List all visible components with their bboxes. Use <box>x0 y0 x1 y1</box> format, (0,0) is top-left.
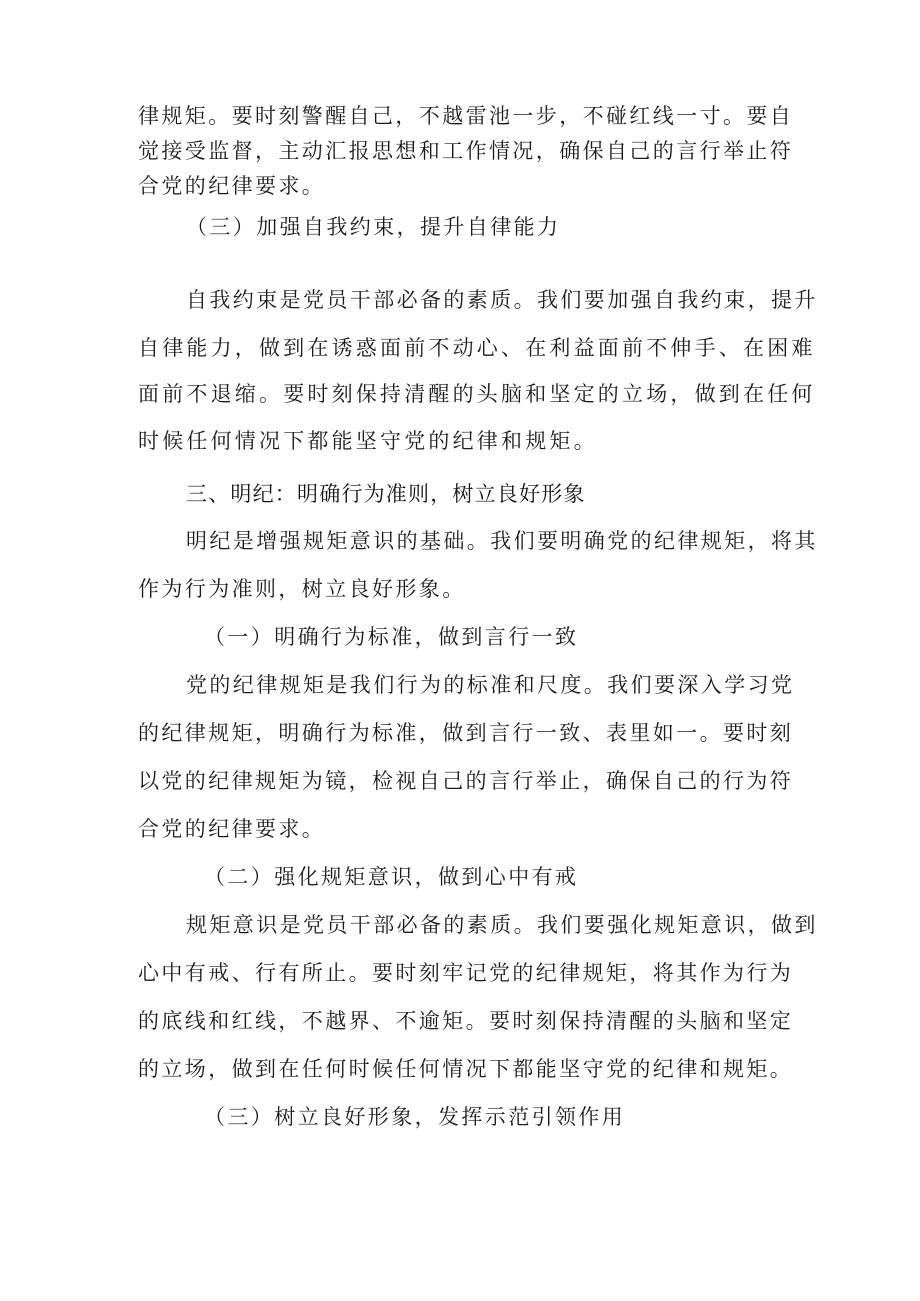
paragraph-line: 时候任何情况下都能坚守党的纪律和规矩。 <box>138 429 598 453</box>
paragraph-line: 律规矩。要时刻警醒自己，不越雷池一步，不碰红线一寸。要自 <box>138 104 794 128</box>
paragraph-line: 合党的纪律要求。 <box>138 174 326 198</box>
paragraph-line: 心中有戒、行有所止。要时刻牢记党的纪律规矩，将其作为行为 <box>138 961 794 985</box>
paragraph-line: 自我约束是党员干部必备的素质。我们要加强自我约束，提升 <box>186 288 818 312</box>
paragraph-line: 明纪是增强规矩意识的基础。我们要明确党的纪律规矩，将其 <box>186 529 818 553</box>
paragraph-line: 以党的纪律规矩为镜，检视自己的言行举止，确保自己的行为符 <box>138 769 794 793</box>
paragraph-line: 面前不退缩。要时刻保持清醒的头脑和坚定的立场，做到在任何 <box>138 382 816 406</box>
paragraph-line: 合党的纪律要求。 <box>138 817 326 841</box>
paragraph-line: 规矩意识是党员干部必备的素质。我们要强化规矩意识，做到 <box>186 913 818 937</box>
paragraph-line: 觉接受监督，主动汇报思想和工作情况，确保自己的言行举止符 <box>138 139 794 163</box>
paragraph-line: 的底线和红线，不越界、不逾矩。要时刻保持清醒的头脑和坚定 <box>138 1009 794 1033</box>
paragraph-line: 作为行为准则，树立良好形象。 <box>138 577 466 601</box>
section-heading: 三、明纪：明确行为准则，树立良好形象 <box>186 482 586 506</box>
paragraph-line: 的纪律规矩，明确行为标准，做到言行一致、表里如一。要时刻 <box>138 721 794 745</box>
paragraph-line: 自律能力，做到在诱惑面前不动心、在利益面前不伸手、在困难 <box>138 336 816 360</box>
section-subheading: （三）树立良好形象，发挥示范引领作用 <box>204 1105 626 1129</box>
section-subheading: （二）强化规矩意识，做到心中有戒 <box>204 865 579 889</box>
paragraph-line: 党的纪律规矩是我们行为的标准和尺度。我们要深入学习党 <box>186 673 795 697</box>
paragraph-line: 的立场，做到在任何时候任何情况下都能坚守党的纪律和规矩。 <box>138 1057 794 1081</box>
section-subheading: （一）明确行为标准，做到言行一致 <box>204 625 579 649</box>
section-subheading: （三）加强自我约束，提升自律能力 <box>186 215 561 239</box>
